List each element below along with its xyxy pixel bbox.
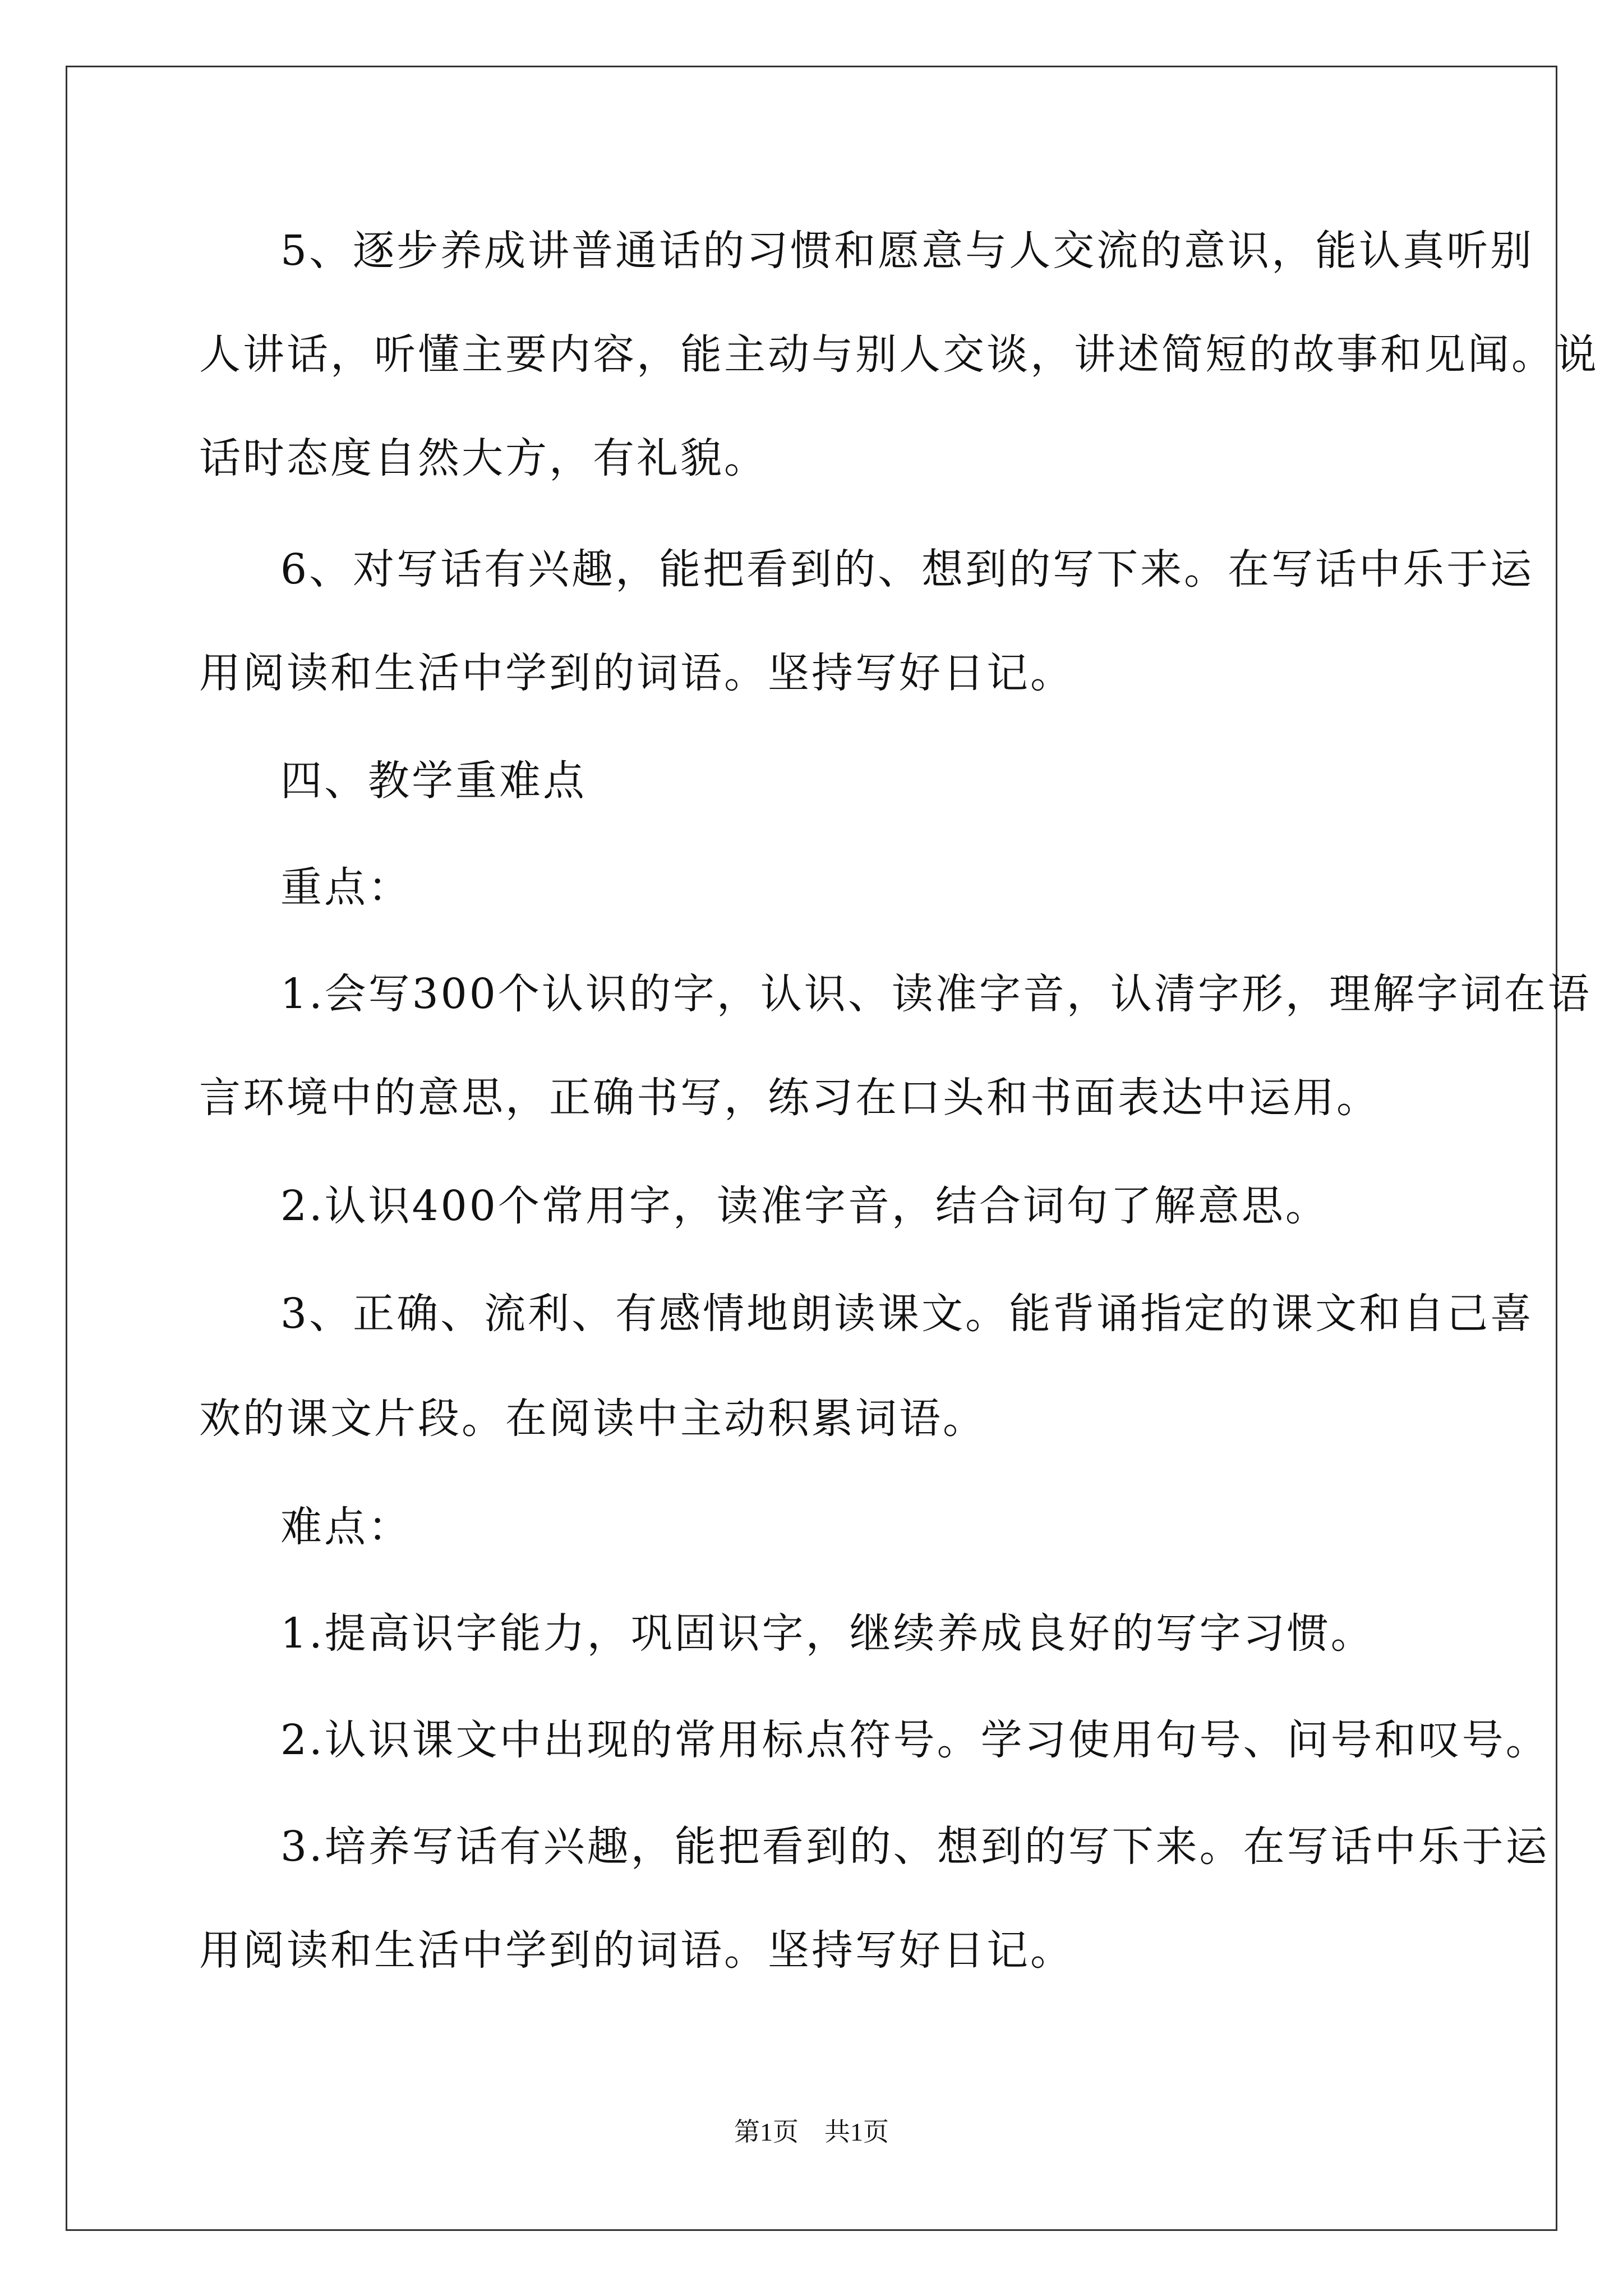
text-line: 话时态度自然大方，有礼貌。: [199, 434, 768, 482]
text-line: 言环境中的意思，正确书写，练习在口头和书面表达中运用。: [199, 1074, 1380, 1122]
page-number-footer: 第1页 共1页: [734, 2118, 889, 2146]
text-line: 人讲话，听懂主要内容，能主动与别人交谈，讲述简短的故事和见闻。说: [199, 330, 1599, 379]
text-line: 欢的课文片段。在阅读中主动积累词语。: [199, 1395, 986, 1443]
section-heading: 四、教学重难点: [280, 757, 587, 805]
text-line: 2.认识课文中出现的常用标点符号。学习使用句号、问号和叹号。: [280, 1716, 1550, 1764]
text-line: 3、正确、流利、有感情地朗读课文。能背诵指定的课文和自己喜: [280, 1290, 1534, 1338]
text-line: 1.提高识字能力，巩固识字，继续养成良好的写字习惯。: [280, 1609, 1375, 1658]
text-line: 6、对写话有兴趣，能把看到的、想到的写下来。在写话中乐于运: [280, 545, 1534, 593]
subheading-difficult-points: 难点：: [280, 1503, 412, 1551]
text-line: 3.培养写话有兴趣，能把看到的、想到的写下来。在写话中乐于运: [280, 1823, 1550, 1871]
text-line: 1.会写300个认识的字，认识、读准字音，认清字形，理解字词在语: [280, 970, 1592, 1018]
text-line: 用阅读和生活中学到的词语。坚持写好日记。: [199, 1926, 1074, 1975]
subheading-key-points: 重点：: [280, 863, 412, 912]
text-line: 用阅读和生活中学到的词语。坚持写好日记。: [199, 649, 1074, 697]
text-line: 5、逐步养成讲普通话的习惯和愿意与人交流的意识，能认真听别: [280, 227, 1534, 275]
page-border: [66, 66, 1557, 2231]
text-line: 2.认识400个常用字，读准字音，结合词句了解意思。: [280, 1182, 1329, 1230]
